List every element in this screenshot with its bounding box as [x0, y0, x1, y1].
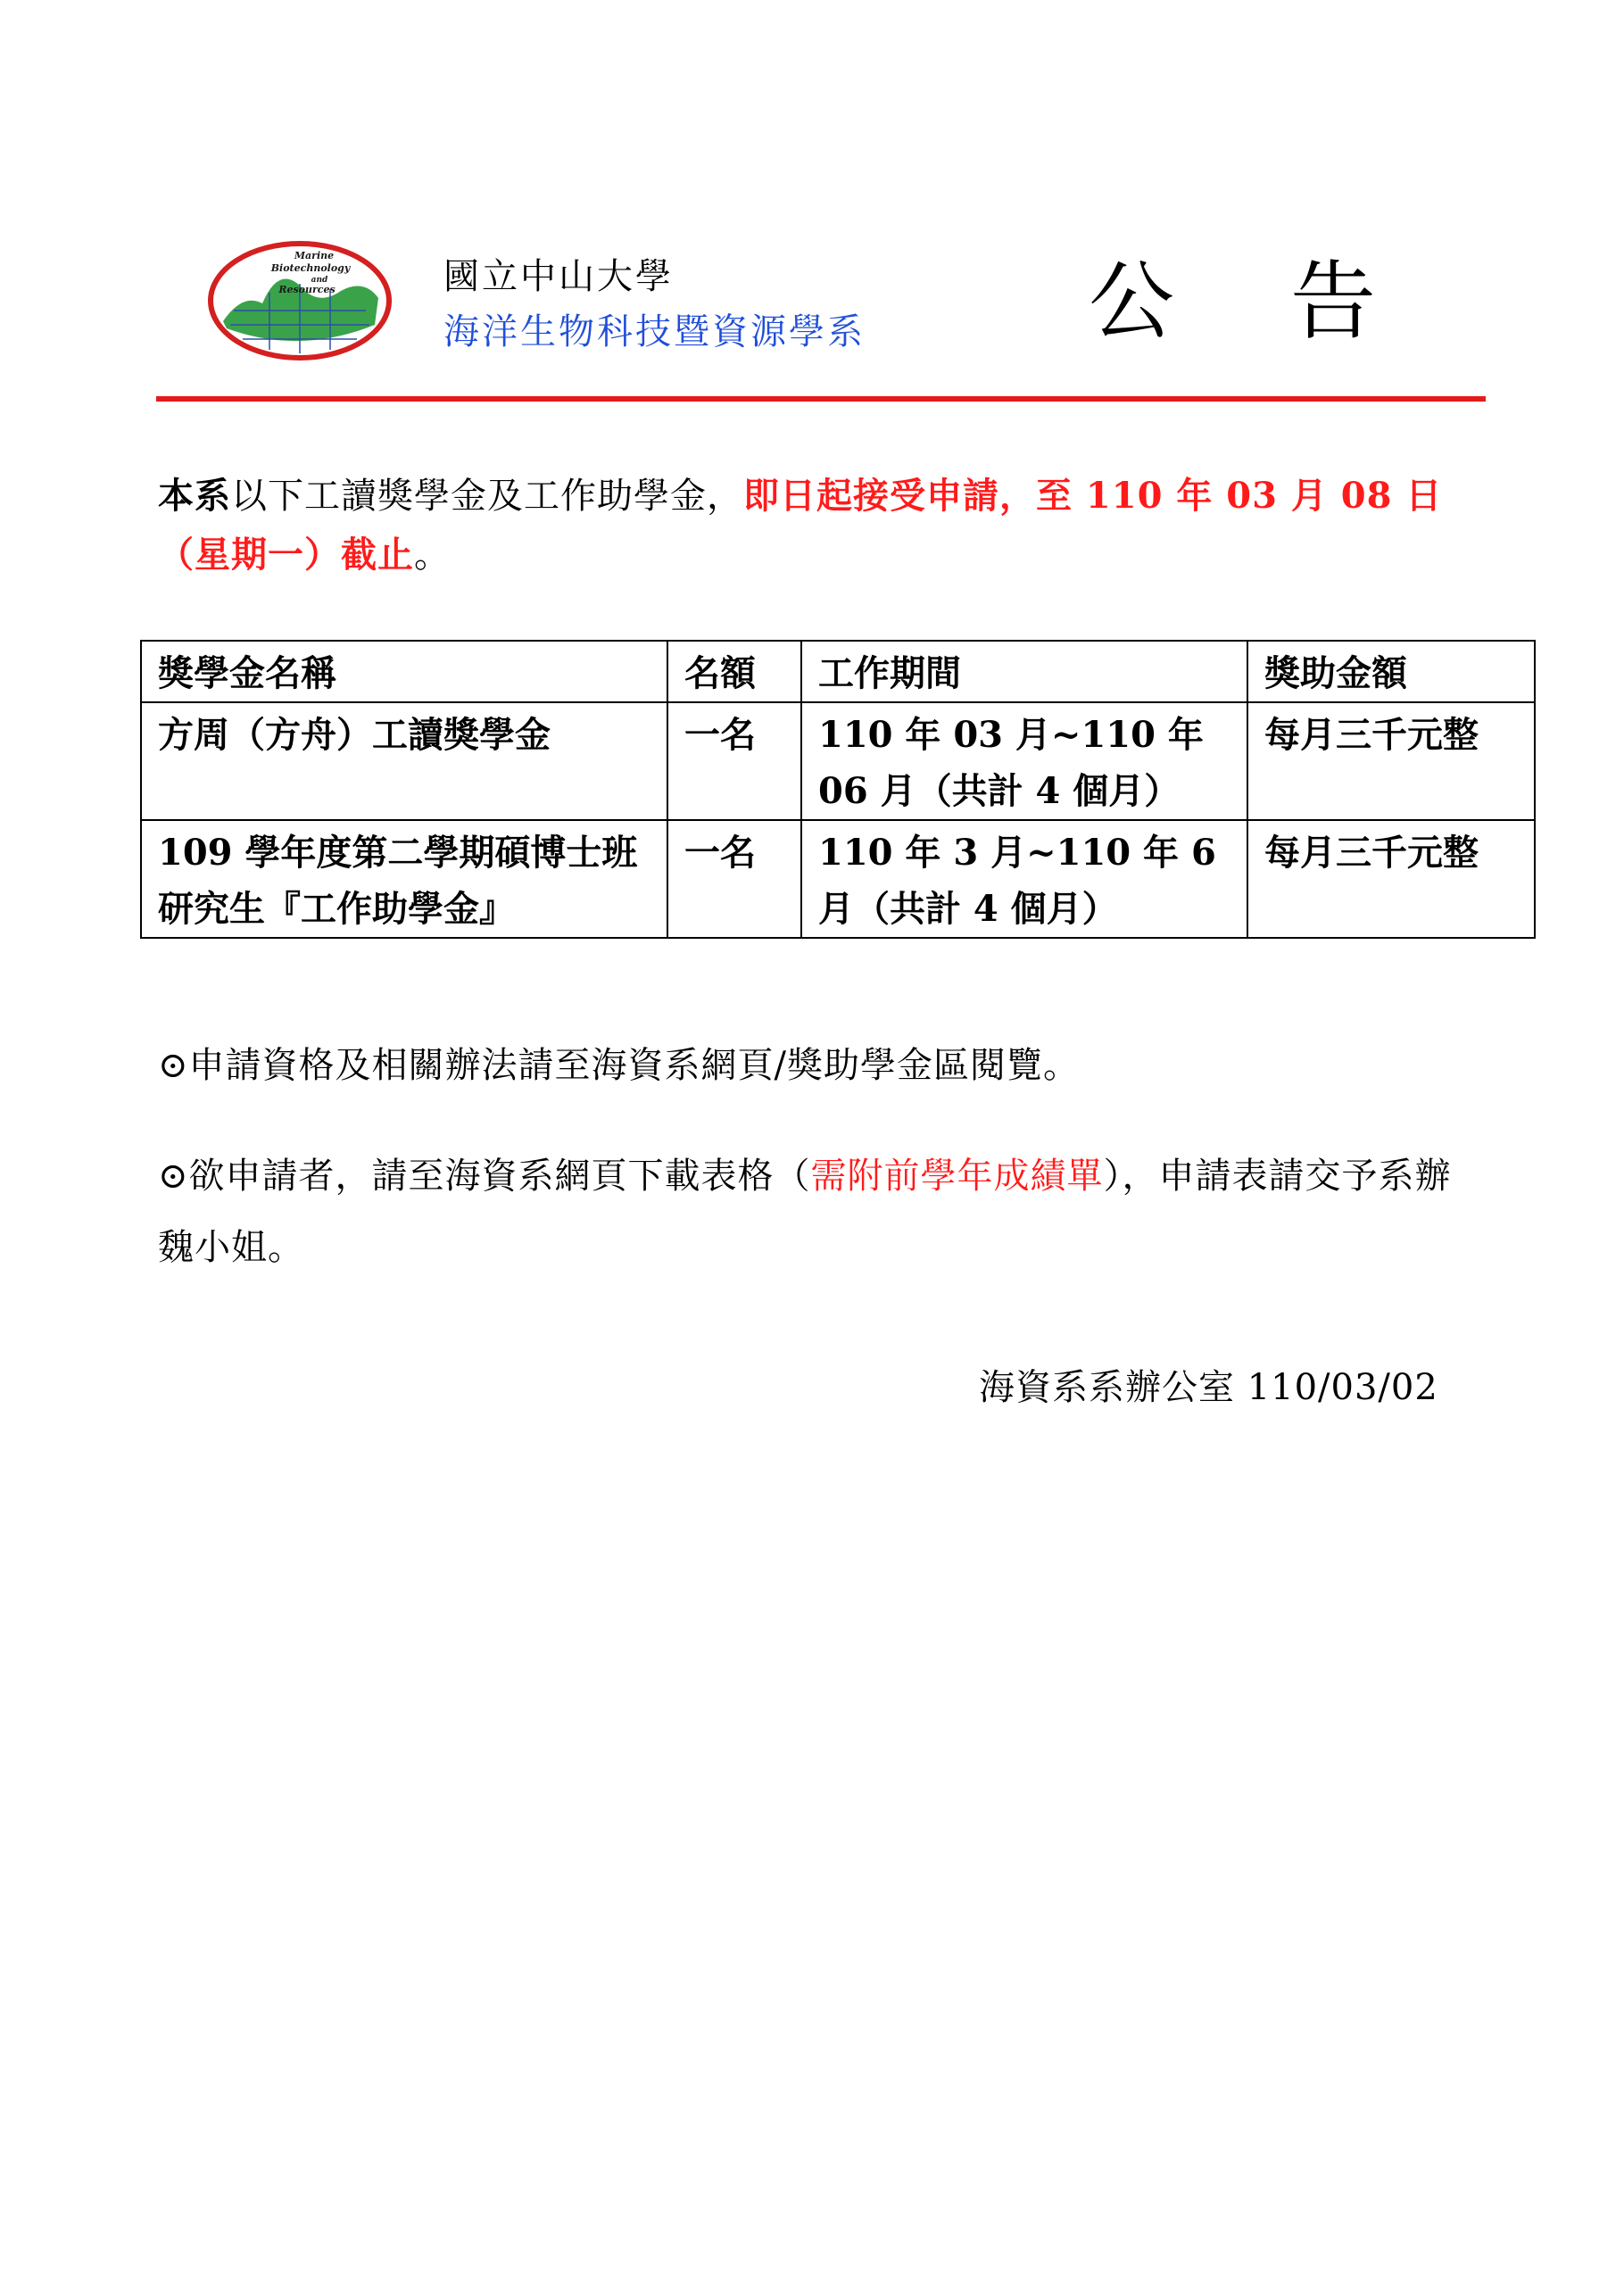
cell-quota: 一名: [667, 702, 801, 820]
office-signature: 海資系系辦公室 110/03/02: [979, 1367, 1438, 1408]
header-divider: [156, 396, 1486, 402]
intro-paragraph: [158, 467, 1479, 584]
logo-text-line-4: Resources: [278, 284, 336, 295]
header-amount: 獎助金額: [1247, 641, 1535, 702]
note-eligibility: ⊙申請資格及相關辦法請至海資系網頁/獎助學金區閱覽。: [158, 1045, 1080, 1086]
cell-amount: 每月三千元整: [1247, 702, 1535, 820]
university-name: 國立中山大學: [443, 256, 674, 297]
notice-title: 公告: [1089, 252, 1492, 352]
logo-text-line-1: Marine: [294, 250, 335, 261]
header-quota: 名額: [667, 641, 801, 702]
logo-text-line-3: and: [311, 276, 328, 285]
logo-text-line-2: Biotechnology: [270, 262, 351, 274]
intro-subject: 本系: [158, 475, 231, 517]
cell-quota: 一名: [667, 820, 801, 938]
table-row: [141, 820, 1535, 938]
cell-period: 110 年 03 月~110 年 06 月（共計 4 個月）: [801, 702, 1247, 820]
note-application: [158, 1140, 1487, 1283]
table-header-row: [141, 641, 1535, 702]
cell-name: 方周（方舟）工讀獎學金: [141, 702, 667, 820]
intro-text: 以下工讀獎學金及工作助學金，: [231, 476, 743, 517]
department-logo: [207, 239, 393, 362]
cell-amount: 每月三千元整: [1247, 820, 1535, 938]
header-name: 獎學金名稱: [141, 641, 667, 702]
cell-name: 109 學年度第二學期碩博士班研究生『工作助學金』: [141, 820, 667, 938]
intro-period: 。: [414, 535, 451, 576]
note-application-submit: ），申請表請交予系辦魏小姐。: [158, 1156, 1452, 1268]
intro-deadline: 即日起接受申請，至 110 年 03 月 08 日（星期一）截止: [158, 475, 1443, 576]
department-name: 海洋生物科技暨資源學系: [443, 311, 866, 352]
scholarship-table: [140, 640, 1536, 939]
header-period: 工作期間: [801, 641, 1247, 702]
note-application-text: ⊙欲申請者，請至海資系網頁下載表格（: [158, 1156, 811, 1197]
note-transcript-required: 需附前學年成績單: [810, 1156, 1104, 1197]
table-row: [141, 702, 1535, 820]
cell-period: 110 年 3 月~110 年 6 月（共計 4 個月）: [801, 820, 1247, 938]
